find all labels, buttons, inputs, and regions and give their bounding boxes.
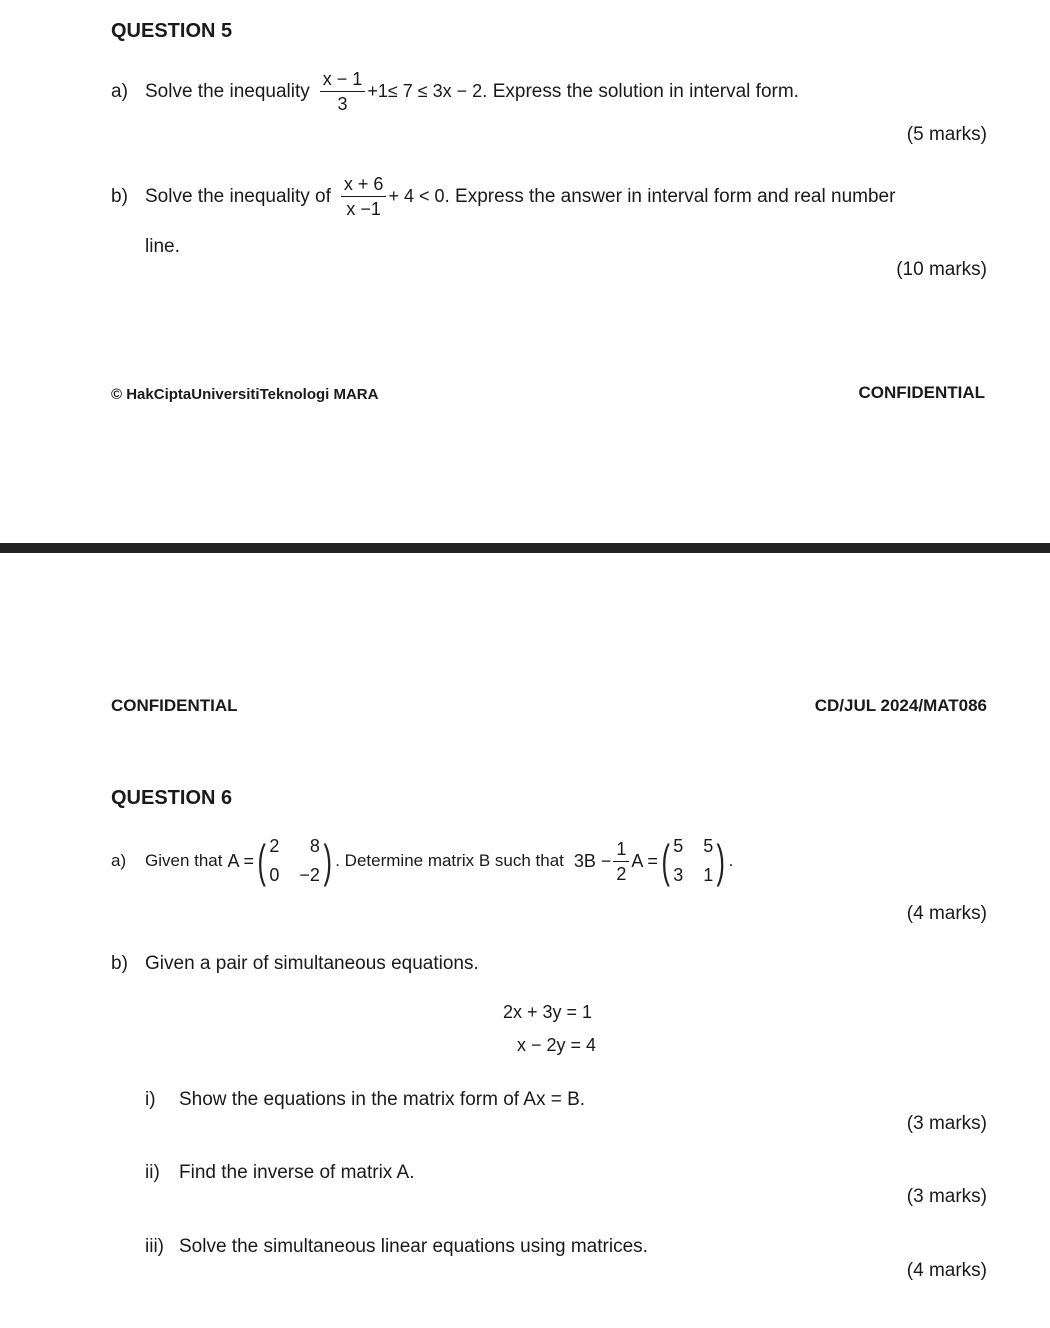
q6a-text2: . Determine matrix B such that bbox=[335, 851, 564, 870]
q6a-label: a) bbox=[111, 851, 127, 870]
q6b-ii-marks: (3 marks) bbox=[906, 1186, 987, 1207]
q5b-item bbox=[111, 175, 895, 218]
right-paren: ) bbox=[716, 835, 726, 887]
q6a-text1: Given that bbox=[145, 851, 223, 870]
left-paren: ( bbox=[661, 835, 670, 887]
q5b-fraction bbox=[341, 175, 387, 218]
matrix-a-cell: 0 bbox=[269, 865, 280, 885]
q6b-label: b) bbox=[111, 953, 128, 974]
q5a-fraction bbox=[320, 70, 366, 113]
q6a-fraction bbox=[613, 840, 629, 883]
q5b-expression: + 4 < 0 bbox=[388, 186, 445, 206]
q6a-item bbox=[111, 836, 733, 886]
matrix-a bbox=[254, 836, 335, 886]
q6a-matrix-a-lhs: A = bbox=[227, 850, 255, 871]
q6b-iii-label: iii) bbox=[145, 1236, 164, 1257]
q6a-expr-lhs: 3B − bbox=[573, 850, 612, 871]
page-divider bbox=[0, 543, 1050, 553]
q5a-text-before: Solve the inequality bbox=[145, 80, 310, 102]
copyright-footer: © HakCiptaUniversitiTeknologi MARA bbox=[111, 386, 379, 403]
q5a-marks: (5 marks) bbox=[906, 124, 987, 145]
q5a-label: a) bbox=[111, 80, 128, 102]
q6b-i-item bbox=[145, 1089, 585, 1111]
q6a-expr-mid: A = bbox=[631, 850, 658, 871]
q6b-ii-text: Find the inverse of matrix A. bbox=[179, 1162, 415, 1183]
matrix-result-cell: 1 bbox=[703, 865, 714, 885]
q5a-frac-numerator: x − 1 bbox=[320, 70, 366, 92]
q5b-frac-denominator: x −1 bbox=[346, 199, 381, 219]
right-paren: ) bbox=[323, 835, 332, 887]
matrix-result-cell: 3 bbox=[673, 865, 684, 885]
q6b-text: Given a pair of simultaneous equations. bbox=[145, 953, 479, 974]
q6a-frac-numerator: 1 bbox=[613, 840, 629, 862]
q6b-iii-item bbox=[145, 1236, 648, 1258]
left-paren: ( bbox=[257, 835, 266, 887]
matrix-a-cell: −2 bbox=[299, 865, 320, 885]
q5b-text-line2: line. bbox=[145, 236, 180, 257]
q6b-ii-item bbox=[145, 1162, 415, 1184]
footer-confidential: CONFIDENTIAL bbox=[858, 383, 985, 402]
q6b-iii-text: Solve the simultaneous linear equations using matrices. bbox=[179, 1236, 648, 1257]
q5a-expression: +1≤ 7 ≤ 3x − 2 bbox=[367, 81, 483, 101]
q5b-label: b) bbox=[111, 185, 128, 207]
q6b-item bbox=[111, 953, 479, 975]
matrix-result bbox=[658, 836, 729, 886]
q6a-period: . bbox=[728, 851, 734, 870]
q5b-marks: (10 marks) bbox=[896, 259, 987, 280]
header-confidential: CONFIDENTIAL bbox=[111, 696, 238, 715]
header-code: CD/JUL 2024/MAT086 bbox=[814, 696, 987, 715]
q6b-ii-label: ii) bbox=[145, 1162, 160, 1183]
q5a-frac-denominator: 3 bbox=[337, 94, 348, 114]
q5b-text-before: Solve the inequality of bbox=[145, 185, 331, 207]
q6a-frac-denominator: 2 bbox=[616, 863, 627, 884]
matrix-a-cell: 8 bbox=[309, 836, 320, 856]
q6b-i-label: i) bbox=[145, 1089, 156, 1110]
matrix-result-cell: 5 bbox=[673, 836, 684, 856]
question-6-title: QUESTION 6 bbox=[111, 787, 233, 809]
q5a-text-after: . Express the solution in interval form. bbox=[482, 80, 799, 102]
q5a-item bbox=[111, 70, 799, 113]
equation-2: x − 2y = 4 bbox=[516, 1035, 596, 1055]
q6b-i-marks: (3 marks) bbox=[906, 1113, 987, 1134]
q6a-marks: (4 marks) bbox=[906, 903, 987, 924]
equation-1: 2x + 3y = 1 bbox=[502, 1002, 592, 1022]
matrix-result-cell: 5 bbox=[703, 836, 714, 856]
q5b-text-after: . Express the answer in interval form and real number bbox=[444, 185, 896, 207]
q5b-frac-numerator: x + 6 bbox=[341, 175, 387, 197]
matrix-a-cell: 2 bbox=[269, 836, 280, 856]
question-5-title: QUESTION 5 bbox=[111, 20, 233, 42]
q6b-iii-marks: (4 marks) bbox=[906, 1260, 987, 1281]
q6b-i-text: Show the equations in the matrix form of Ax = B. bbox=[179, 1089, 586, 1110]
